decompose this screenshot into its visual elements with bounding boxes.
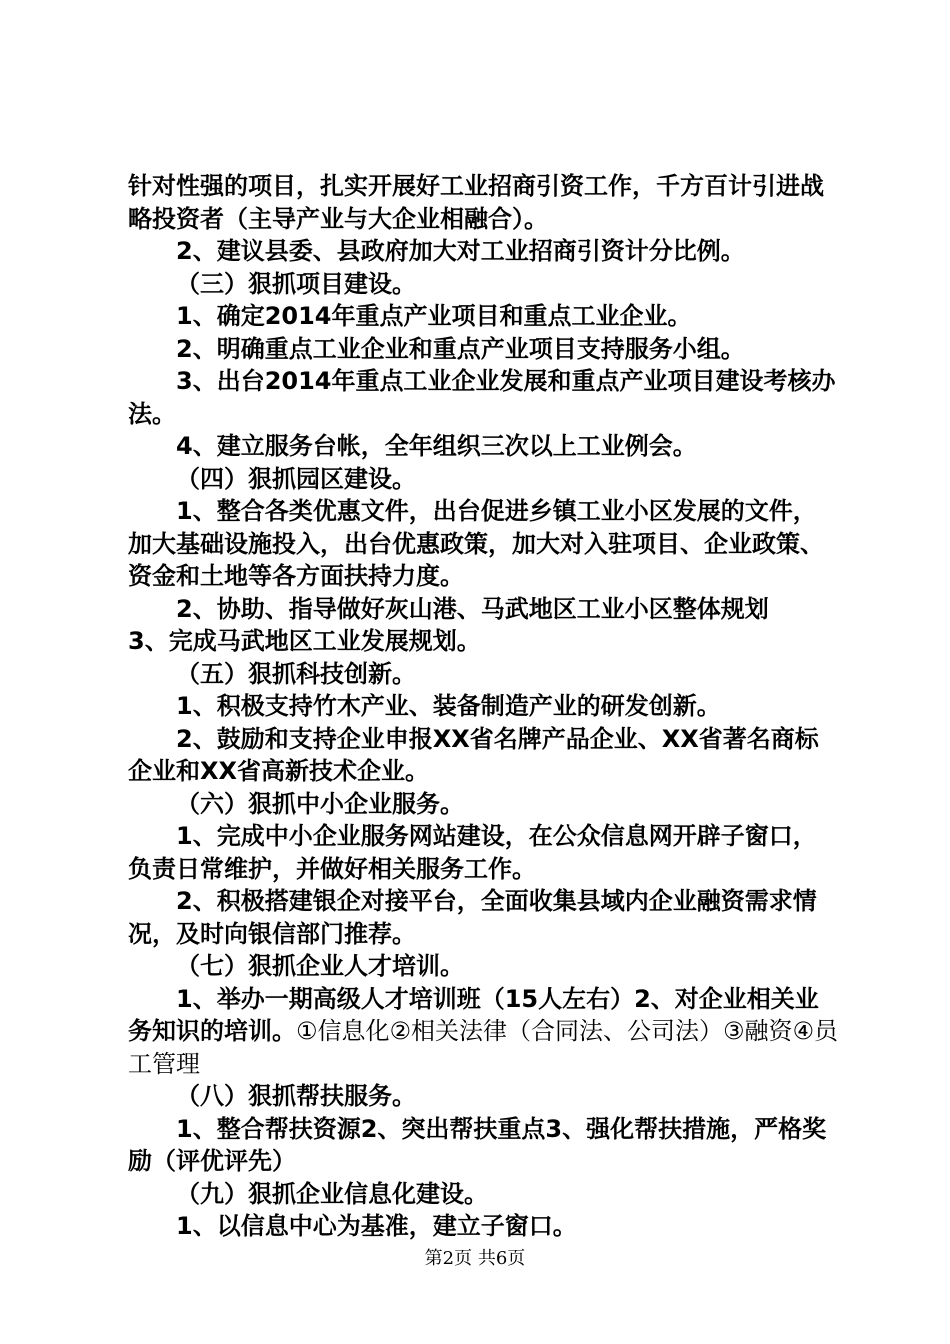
section-heading: （九）狠抓企业信息化建设。 xyxy=(176,1179,488,1208)
section-heading: （六）狠抓中小企业服务。 xyxy=(176,789,464,818)
paragraph: 2、明确重点工业企业和重点产业项目支持服务小组。 xyxy=(176,334,745,363)
section-heading: （三）狠抓项目建设。 xyxy=(176,269,416,298)
section-heading: （八）狠抓帮扶服务。 xyxy=(176,1082,416,1110)
section-heading: （七）狠抓企业人才培训。 xyxy=(176,952,464,980)
paragraph: 2、协助、指导做好灰山港、马武地区工业小区整体规划 xyxy=(176,594,769,623)
page-footer: 第2页 共6页 xyxy=(424,1248,526,1269)
document-body xyxy=(128,170,840,1243)
paragraph: 3、完成马武地区工业发展规划。 xyxy=(128,627,481,655)
paragraph-tail: ①信息化②相关法律（合同法、公司法）③融资④员工管理 xyxy=(128,1017,839,1078)
paragraph: 4、建立服务台帐，全年组织三次以上工业例会。 xyxy=(176,432,697,460)
section-heading: （四）狠抓园区建设。 xyxy=(176,464,416,493)
paragraph xyxy=(128,983,840,1081)
paragraph: 1、整合各类优惠文件，出台促进乡镇工业小区发展的文件，加大基础设施投入，出台优惠政策，加大对入驻项目、企业政策、资金和土地等各方面扶持力度。 xyxy=(128,497,824,590)
paragraph: 2、建议县委、县政府加大对工业招商引资计分比例。 xyxy=(176,237,745,265)
paragraph: 2、鼓励和支持企业申报XX省名牌产品企业、XX省著名商标企业和XX省高新技术企业。 xyxy=(128,724,819,785)
paragraph: 3、出台2014年重点工业企业发展和重点产业项目建设考核办法。 xyxy=(128,367,836,428)
paragraph: 1、完成中小企业服务网站建设，在公众信息网开辟子窗口，负责日常维护，并做好相关服务工作。 xyxy=(128,822,817,883)
paragraph-main: 1、举办一期高级人才培训班（15人左右）2、对企业相关业务知识的培训。 xyxy=(128,984,819,1045)
paragraph: 1、确定2014年重点产业项目和重点工业企业。 xyxy=(176,302,692,330)
paragraph: 1、以信息中心为基准，建立子窗口。 xyxy=(176,1212,577,1240)
paragraph: 1、整合帮扶资源2、突出帮扶重点3、强化帮扶措施，严格奖励（评优评先） xyxy=(128,1114,827,1175)
paragraph: 2、积极搭建银企对接平台，全面收集县域内企业融资需求情况，及时向银信部门推荐。 xyxy=(128,887,817,948)
paragraph: 针对性强的项目，扎实开展好工业招商引资工作，千方百计引进战略投资者（主导产业与大企业相融合）。 xyxy=(128,172,824,233)
section-heading: （五）狠抓科技创新。 xyxy=(176,659,416,688)
paragraph: 1、积极支持竹木产业、装备制造产业的研发创新。 xyxy=(176,692,721,720)
